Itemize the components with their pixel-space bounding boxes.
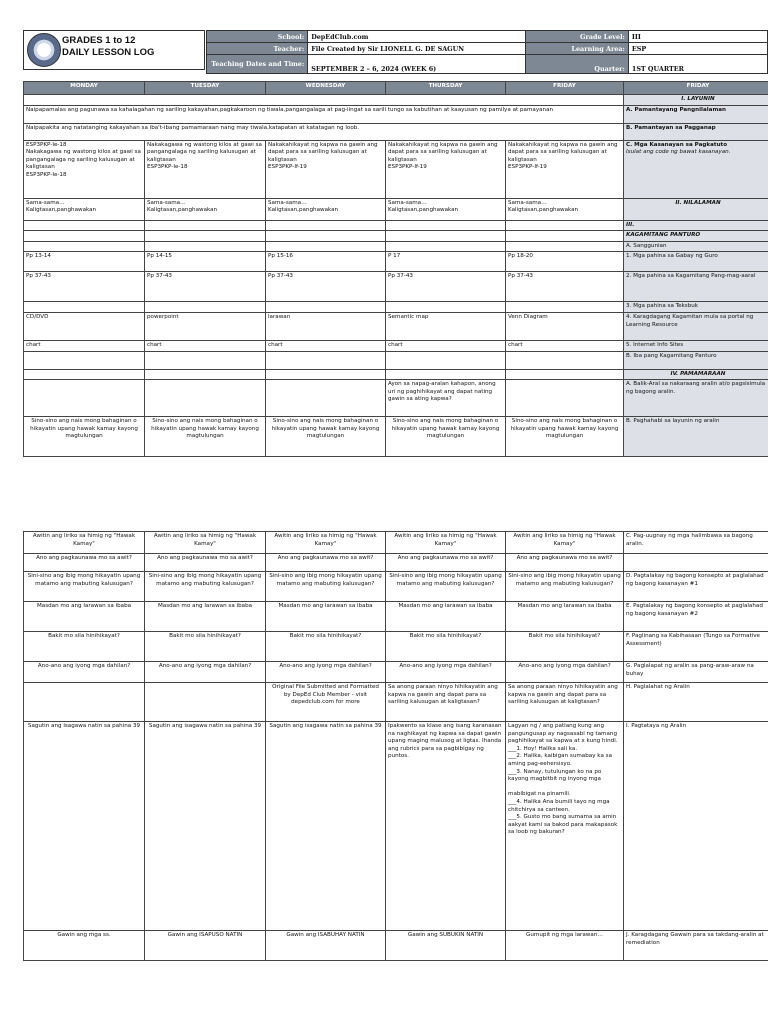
- area-value: ESP: [628, 43, 767, 55]
- d-wed: Sini-sino ang ibig mong hikayatin upang matamo ang mabuting kalusugan?: [266, 572, 386, 602]
- d-fri: Sini-sino ang ibig mong hikayatin upang matamo ang mabuting kalusugan?: [506, 572, 624, 602]
- d-thu: Sini-sino ang ibig mong hikayatin upang matamo ang mabuting kalusugan?: [386, 572, 506, 602]
- grade-value: III: [628, 31, 767, 43]
- j-tue: Gawin ang ISAPUSO NATIN: [145, 931, 266, 961]
- balik-label: A. Balik-Aral sa nakaraang aralin at/o pagsisimula ng bagong aralin.: [624, 380, 768, 417]
- guro-pages-mon: Pp 13-14: [24, 252, 145, 272]
- lr-tue: powerpoint: [145, 312, 266, 340]
- layunin-heading: I. LAYUNIN: [624, 95, 768, 106]
- content-tue: Sama-sama… Kaligtasan,panghawakan: [145, 198, 266, 220]
- header-meta: [206, 30, 768, 74]
- g-mon: Ano-ano ang iyong mga dahilan?: [24, 662, 145, 683]
- content-fri: Sama-sama… Kaligtasan,panghawakan: [506, 198, 624, 220]
- lesson-table-1: [23, 81, 768, 457]
- balik-thu: Ayon sa napag-aralan kahapon, anong uri ng paghihikayat ang dapat nating gawin sa ating kapwa?: [386, 380, 506, 417]
- i-wed: Sagutin ang isagawa natin sa pahina 39: [266, 722, 386, 931]
- day-header-row: [24, 82, 768, 95]
- layunin-row-wed: Sino-sino ang nais mong bahaginan o hikayatin upang hawak kamay kayong magtulungan: [266, 417, 386, 457]
- lr-fri: Venn Diagram: [506, 312, 624, 340]
- balik-tue: [145, 380, 266, 417]
- i-fri: Lagyan ng / ang patlang kung ang pangungusap ay nagsasabi ng tamang paghihikayat sa kapwa at x kung hindi. ___1. Hoy! Halika sali ka. ___2. Halika, kaibigan sumabay ka sa aming pag-eehersisyo. ___3. Nanay, tutulungan ko na po kayong magbitbit ng inyong mga mabibigat na pinamili. ___4. Halika Ana bumili tayo ng mga chitchirya sa canteen. ___5. Gusto mo bang sumama sa amin aakyat kami sa bakod para makapasok sa loob ng bakuran?: [506, 722, 624, 931]
- i-label: I. Pagtataya ng Aralin: [624, 722, 768, 931]
- balik-mon: [24, 380, 145, 417]
- col-day-3: WEDNESDAY: [266, 82, 386, 95]
- dates-label: Teaching Dates and Time:: [207, 55, 308, 74]
- lm-pages-tue: Pp 37-43: [145, 272, 266, 302]
- spacer: [24, 95, 624, 106]
- textbook-label: 3. Mga pahina sa Teksbuk: [624, 302, 768, 313]
- grade-label: Grade Level:: [525, 31, 628, 43]
- competency-tue: Nakakagawa ng wastong kilos at gawi sa pangangalaga ng sariling kalusugan at kaligtasan ESP3PKP-Ie-18: [145, 140, 266, 198]
- dates-value: SEPTEMBER 2 – 6, 2024 (WEEK 6): [308, 55, 526, 74]
- col-day-2: TUESDAY: [145, 82, 266, 95]
- guro-label: 1. Mga pahina sa Gabay ng Guro: [624, 252, 768, 272]
- lr-thu: Semantic map: [386, 312, 506, 340]
- d-mon: Sini-sino ang ibig mong hikayatin upang matamo ang mabuting kalusugan?: [24, 572, 145, 602]
- chart-wed: chart: [266, 340, 386, 351]
- e-fri: Masdan mo ang larawan sa ibaba: [506, 602, 624, 632]
- guro-pages-fri: Pp 18-20: [506, 252, 624, 272]
- c-thu: Awitin ang liriko sa himig ng "Hawak Kamay": [386, 532, 506, 554]
- brand-line2: DAILY LESSON LOG: [62, 47, 155, 58]
- guro-pages-thu: P 17: [386, 252, 506, 272]
- layunin-row-label: B. Paghahabi sa layunin ng aralin: [624, 417, 768, 457]
- school-value: DepEdClub.com: [308, 31, 526, 43]
- lm-pages-mon: Pp 37-43: [24, 272, 145, 302]
- nilalaman-heading: II. NILALAMAN: [624, 198, 768, 220]
- d-label: D. Pagtalakay ng bagong konsepto at paglalahad ng bagong kasanayan #1: [624, 572, 768, 602]
- layunin-row-fri: Sino-sino ang nais mong bahaginan o hikayatin upang hawak kamay kayong magtulungan: [506, 417, 624, 457]
- j-label: J. Karagdagang Gawain para sa takdang-aralin at remediation: [624, 931, 768, 961]
- teacher-value: File Created by Sir LIONELL G. DE SAGUN: [308, 43, 526, 55]
- competency-thu: Nakakahikayat ng kapwa na gawin ang dapat para sa sariling kalusugan at kaligtasan ESP3PKP-If-19: [386, 140, 506, 198]
- competency-fri: Nakakahikayat ng kapwa na gawin ang dapat para sa sariling kalusugan at kaligtasan ESP3PKP-If-19: [506, 140, 624, 198]
- f-thu: Bakit mo sila hinihikayat?: [386, 632, 506, 662]
- guro-pages-wed: Pp 15-16: [266, 252, 386, 272]
- chart-tue: chart: [145, 340, 266, 351]
- col-day-friday: FRIDAY: [624, 82, 768, 95]
- f-tue: Bakit mo sila hinihikayat?: [145, 632, 266, 662]
- c2-fri: Ano ang pagkaunawa mo sa awit?: [506, 554, 624, 572]
- i-thu: Ipakwento sa klase ang isang karanasan na naghikayat ng kapwa sa dapat gawin upang maging malusog at ligtas. Ihanda ang rubrics para sa pagbibigay ng puntos.: [386, 722, 506, 931]
- layunin-row-tue: Sino-sino ang nais mong bahaginan o hikayatin upang hawak kamay kayong magtulungan: [145, 417, 266, 457]
- h-label: H. Paglalahat ng Aralin: [624, 683, 768, 722]
- f-wed: Bakit mo sila hinihikayat?: [266, 632, 386, 662]
- c-wed: Awitin ang liriko sa himig ng "Hawak Kamay": [266, 532, 386, 554]
- c-fri: Awitin ang liriko sa himig ng "Hawak Kamay": [506, 532, 624, 554]
- sanggunian-label: A. Sanggunian: [624, 241, 768, 252]
- kagamitan-roman: III.: [624, 220, 768, 231]
- f-mon: Bakit mo sila hinihikayat?: [24, 632, 145, 662]
- col-day-4: THURSDAY: [386, 82, 506, 95]
- c2-wed: Ano ang pagkaunawa mo sa awit?: [266, 554, 386, 572]
- competency-mon: ESP3PKP-Ie-18 Nakakagawa ng wastong kilos at gawi sa pangangalaga ng sariling kalusugan at kaligtasan ESP3PKP-Ie-18: [24, 140, 145, 198]
- performance-standard: Naipapakita ang natatanging kakayahan sa iba't-ibang pamamaraan nang may tiwala,katapatan at katatagan ng loob.: [24, 123, 624, 140]
- balik-wed: [266, 380, 386, 417]
- j-fri: Gumupit ng mga larawan…: [506, 931, 624, 961]
- deped-seal-icon: [27, 33, 61, 67]
- kagamitan-heading: KAGAMITANG PANTURO: [624, 231, 768, 242]
- layunin-row-mon: Sino-sino ang nais mong bahaginan o hikayatin upang hawak kamay kayong magtulungan: [24, 417, 145, 457]
- competency-label-cell: [624, 140, 768, 198]
- pamamaraan-heading: IV. PAMAMARAAN: [624, 369, 768, 380]
- competency-label: C. Mga Kasanayan sa Pagkatuto: [626, 141, 728, 148]
- h-wed: Original File Submitted and Formatted by DepEd Club Member - visit depedclub.com for more: [266, 683, 386, 722]
- lm-pages-thu: Pp 37-43: [386, 272, 506, 302]
- h-tue: [145, 683, 266, 722]
- lm-pages-wed: Pp 37-43: [266, 272, 386, 302]
- brand-line1: GRADES 1 to 12: [62, 35, 136, 46]
- brand-title: [62, 35, 154, 59]
- g-wed: Ano-ano ang iyong mga dahilan?: [266, 662, 386, 683]
- lesson-table-2: [23, 531, 768, 961]
- guro-pages-tue: Pp 14-15: [145, 252, 266, 272]
- layunin-row-thu: Sino-sino ang nais mong bahaginan o hikayatin upang hawak kamay kayong magtulungan: [386, 417, 506, 457]
- area-label: Learning Area:: [525, 43, 628, 55]
- c-mon: Awitin ang liriko sa himig ng "Hawak Kamay": [24, 532, 145, 554]
- g-tue: Ano-ano ang iyong mga dahilan?: [145, 662, 266, 683]
- lr-mon: CD/DVD: [24, 312, 145, 340]
- g-thu: Ano-ano ang iyong mga dahilan?: [386, 662, 506, 683]
- c2-thu: Ano ang pagkaunawa mo sa awit?: [386, 554, 506, 572]
- teacher-label: Teacher:: [207, 43, 308, 55]
- d-tue: Sini-sino ang ibig mong hikayatin upang matamo ang mabuting kalusugan?: [145, 572, 266, 602]
- content-standard: Naipapamalas ang pagunawa sa kahalagahan ng sariling kakayahan,pagkakaroon ng tiwala,pangangalaga at pag-iingat sa sarili tungo sa kabutihan at kaayusan ng pamilya at pamayanan: [24, 105, 624, 123]
- e-label: E. Pagtalakay ng bagong konsepto at paglalahad ng bagong kasanayan #2: [624, 602, 768, 632]
- c2-tue: Ano ang pagkaunawa mo sa awit?: [145, 554, 266, 572]
- col-day-5: FRIDAY: [506, 82, 624, 95]
- iba-label: B. Iba pang Kagamitang Panturo: [624, 351, 768, 369]
- g-fri: Ano-ano ang iyong mga dahilan?: [506, 662, 624, 683]
- content-thu: Sama-sama… Kaligtasan,panghawakan: [386, 198, 506, 220]
- internet-label: 5. Internet Info Sites: [624, 340, 768, 351]
- e-wed: Masdan mo ang larawan sa ibaba: [266, 602, 386, 632]
- e-thu: Masdan mo ang larawan sa ibaba: [386, 602, 506, 632]
- i-mon: Sagutin ang isagawa natin sa pahina 39: [24, 722, 145, 931]
- h-mon: [24, 683, 145, 722]
- f-fri: Bakit mo sila hinihikayat?: [506, 632, 624, 662]
- lr-label: 4. Karagdagang Kagamitan mula sa portal ng Learning Resource: [624, 312, 768, 340]
- c-label: C. Pag-uugnay ng mga halimbawa sa bagong aralin.: [624, 532, 768, 554]
- chart-thu: chart: [386, 340, 506, 351]
- content-standard-label: A. Pamantayang Pangnilalaman: [624, 105, 768, 123]
- chart-mon: chart: [24, 340, 145, 351]
- competency-note: Isulat ang code ng bawat kasanayan.: [626, 149, 731, 156]
- lr-wed: larawan: [266, 312, 386, 340]
- header-brand: [23, 30, 205, 70]
- school-label: School:: [207, 31, 308, 43]
- performance-standard-label: B. Pamantayan sa Pagganap: [624, 123, 768, 140]
- lm-label: 2. Mga pahina sa Kagamitang Pang-mag-aaral: [624, 272, 768, 302]
- c-tue: Awitin ang liriko sa himig ng "Hawak Kamay": [145, 532, 266, 554]
- competency-wed: Nakakahikayat ng kapwa na gawin ang dapat para sa sariling kalusugan at kaligtasan ESP3PKP-If-19: [266, 140, 386, 198]
- chart-fri: chart: [506, 340, 624, 351]
- h-fri: Sa anong paraan ninyo hihikayatin ang kapwa na gawin ang dapat para sa sariling kalusugan at kaligtasan?: [506, 683, 624, 722]
- balik-fri: [506, 380, 624, 417]
- content-mon: Sama-sama… Kaligtasan,panghawakan: [24, 198, 145, 220]
- f-label: F. Paglinang sa Kabihasaan (Tungo sa Formative Assessment): [624, 632, 768, 662]
- c2-mon: Ano ang pagkaunawa mo sa awit?: [24, 554, 145, 572]
- h-thu: Sa anong paraan ninyo hihikayatin ang kapwa na gawin ang dapat para sa sariling kalusugan at kaligtasan?: [386, 683, 506, 722]
- j-thu: Gawin ang SUBUKIN NATIN: [386, 931, 506, 961]
- lm-pages-fri: Pp 37-43: [506, 272, 624, 302]
- e-tue: Masdan mo ang larawan sa ibaba: [145, 602, 266, 632]
- content-wed: Sama-sama… Kaligtasan,panghawakan: [266, 198, 386, 220]
- i-tue: Sagutin ang isagawa natin sa pahina 39: [145, 722, 266, 931]
- j-wed: Gawin ang ISABUHAY NATIN: [266, 931, 386, 961]
- quarter-label: Quarter:: [525, 55, 628, 74]
- e-mon: Masdan mo ang larawan sa ibaba: [24, 602, 145, 632]
- g-label: G. Paglalapat ng aralin sa pang-araw-araw na buhay: [624, 662, 768, 683]
- j-mon: Gawin ang mga ss.: [24, 931, 145, 961]
- quarter-value: 1ST QUARTER: [628, 55, 767, 74]
- col-day-1: MONDAY: [24, 82, 145, 95]
